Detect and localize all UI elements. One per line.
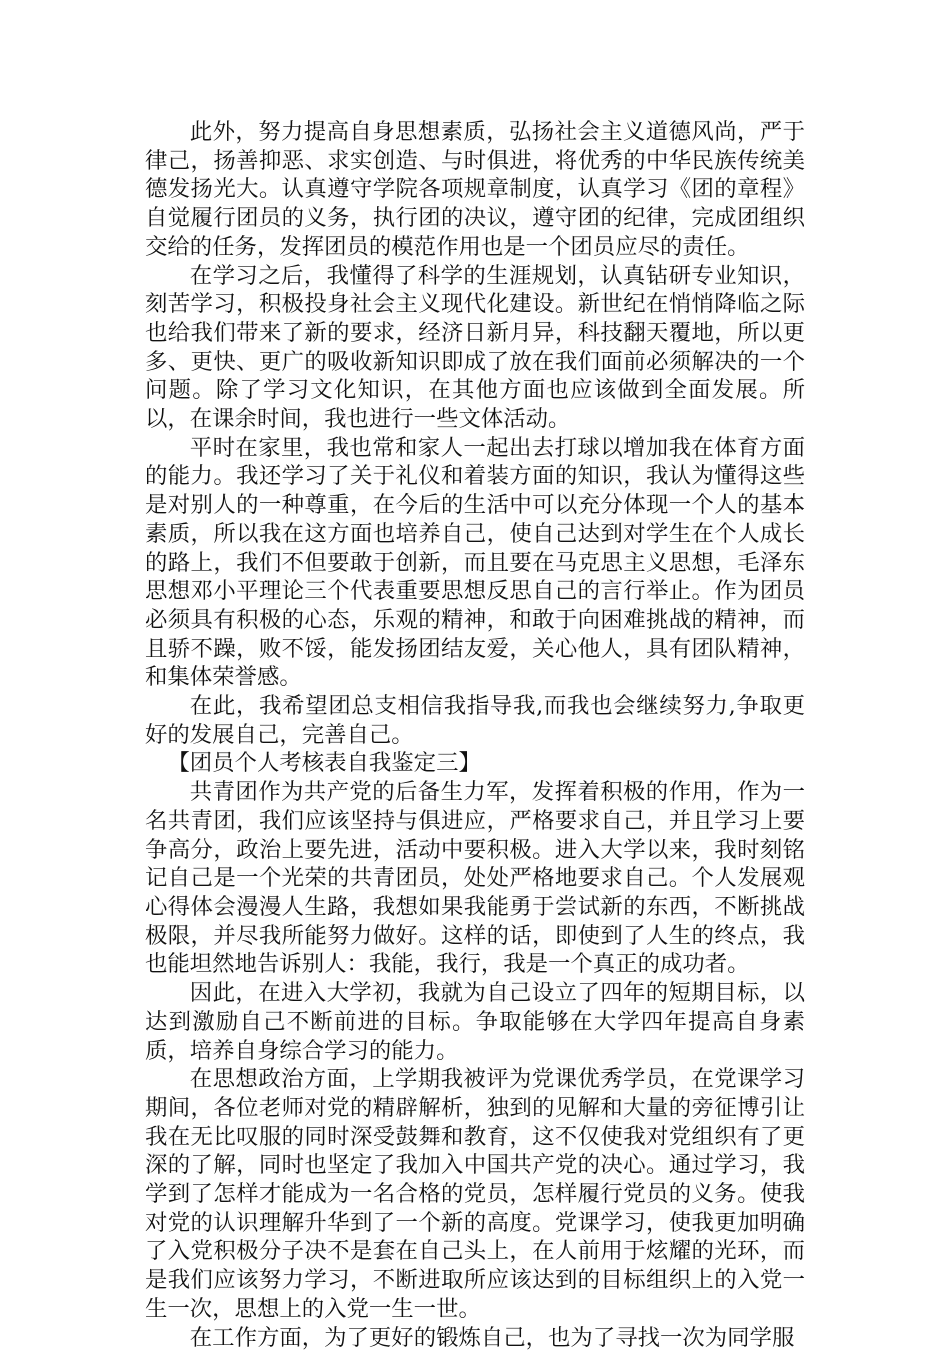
paragraph-self-cultivation: 此外，努力提高自身思想素质，弘扬社会主义道德风尚，严于律己，扬善抑恶、求实创造、与时俱进，将优秀的中华民族传统美德发扬光大。认真遵守学院各项规章制度，认真学习《团的章程》自觉履行团员的义务，执行团的决议，遵守团的纪律，完成团组织交给的任务，发挥团员的模范作用也是一个团员应尽的责任。 bbox=[145, 119, 805, 260]
paragraph-work: 在工作方面，为了更好的锻炼自己，也为了寻找一次为同学服 bbox=[189, 1324, 795, 1351]
paragraph-goals: 因此，在进入大学初，我就为自己设立了四年的短期目标，以达到激励自己不断前进的目标。争取能够在大学四年提高自身素质，培养自身综合学习的能力。 bbox=[145, 980, 805, 1064]
paragraph-hope: 在此，我希望团总支相信我指导我,而我也会继续努力,争取更好的发展自己，完善自己。 bbox=[145, 693, 805, 748]
paragraph-youth-league: 共青团作为共产党的后备生力军，发挥着积极的作用，作为一名共青团，我们应该坚持与俱进应，严格要求自己，并且学习上要争高分，政治上要先进，活动中要积极。进入大学以来，我时刻铭记自己是一个光荣的共青团员，处处严格地要求自己。个人发展观心得体会漫漫人生路，我想如果我能勇于尝试新的东西，不断挑战极限，并尽我所能努力做好。这样的话，即使到了人生的终点，我也能坦然地告诉别人：我能，我行，我是一个真正的成功者。 bbox=[145, 779, 805, 978]
paragraph-sports-etiquette: 平时在家里，我也常和家人一起出去打球以增加我在体育方面的能力。我还学习了关于礼仪和着装方面的知识，我认为懂得这些是对别人的一种尊重，在今后的生活中可以充分体现一个人的基本素质，所以我在这方面也培养自己，使自己达到对学生在个人成长的路上，我们不但要敢于创新，而且要在马克思主义思想，毛泽东思想邓小平理论三个代表重要思想反思自己的言行举止。作为团员必须具有积极的心态，乐观的精神，和敢于向困难挑战的精神，而且骄不躁，败不馁，能发扬团结友爱，关心他人，具有团队精神，和集体荣誉感。 bbox=[145, 434, 805, 691]
paragraph-career-planning: 在学习之后，我懂得了科学的生涯规划，认真钻研专业知识，刻苦学习，积极投身社会主义现代化建设。新世纪在悄悄降临之际也给我们带来了新的要求，经济日新月异，科技翻天覆地，所以更多、更快、更广的吸收新知识即成了放在我们面前必须解决的一个问题。除了学习文化知识，在其他方面也应该做到全面发展。所以，在课余时间，我也进行一些文体活动。 bbox=[145, 262, 805, 433]
paragraph-political-thought: 在思想政治方面，上学期我被评为党课优秀学员，在党课学习期间，各位老师对党的精辟解析，独到的见解和大量的旁征博引让我在无比叹服的同时深受鼓舞和教育，这不仅使我对党组织有了更深的了解，同时也坚定了我加入中国共产党的决心。通过学习，我学到了怎样才能成为一名合格的党员，怎样履行党员的义务。使我对党的认识理解升华到了一个新的高度。党课学习，使我更加明确了入党积极分子决不是套在自己头上，在人前用于炫耀的光环，而是我们应该努力学习，不断进取所应该达到的目标组织上的入党一生一次，思想上的入党一生一世。 bbox=[145, 1066, 805, 1322]
document-page bbox=[145, 118, 805, 1352]
section-heading: 【团员个人考核表自我鉴定三】 bbox=[167, 750, 481, 777]
